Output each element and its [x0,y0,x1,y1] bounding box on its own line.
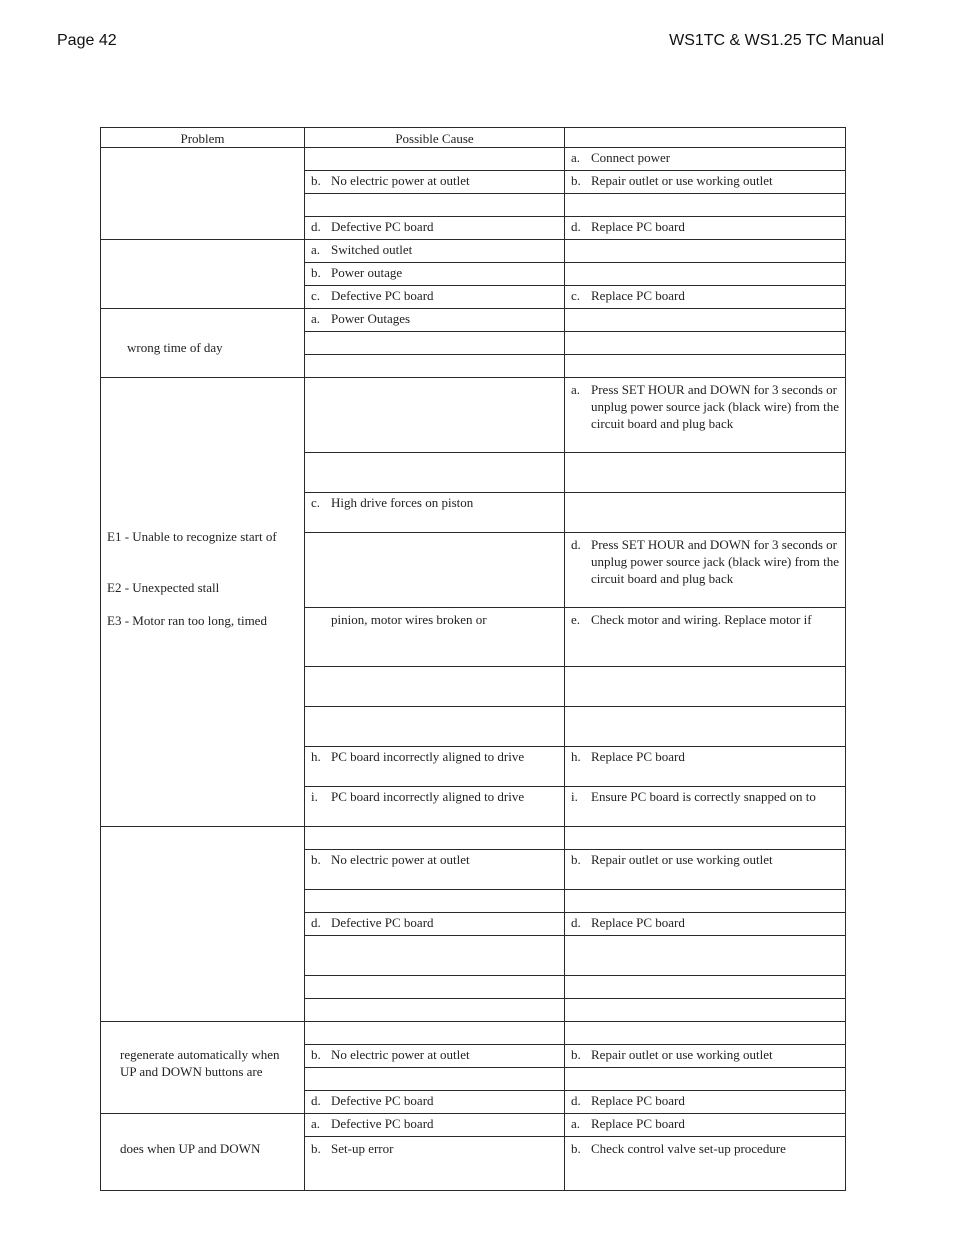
item-letter: b. [311,1141,321,1156]
item-letter: d. [311,915,321,930]
correction-cell [565,171,846,194]
correction-cell [565,217,846,240]
cause-text: Defective PC board [331,915,434,930]
cause-cell [305,263,565,286]
cause-cell [305,1137,565,1191]
correction-text: Replace PC board [591,288,685,303]
problem-cell [101,378,305,827]
correction-cell [565,827,846,850]
cause-text: No electric power at outlet [331,173,470,188]
cause-text: No electric power at outlet [331,852,470,867]
cause-text: Defective PC board [331,1093,434,1108]
item-letter: c. [311,495,321,510]
item-letter: d. [311,1093,321,1108]
item-letter: i. [571,789,578,804]
correction-cell [565,787,846,827]
cause-text: Defective PC board [331,288,434,303]
correction-cell [565,1068,846,1091]
correction-cell [565,355,846,378]
item-letter: h. [311,749,321,764]
item-letter: a. [311,311,321,326]
cause-cell [305,378,565,453]
correction-text: Repair outlet or use working outlet [591,173,773,188]
cause-cell [305,240,565,263]
column-header-correction [565,128,846,148]
item-letter: d. [571,915,581,930]
cause-text: No electric power at outlet [331,1047,470,1062]
cause-cell [305,355,565,378]
cause-cell [305,533,565,608]
correction-cell [565,747,846,787]
correction-cell [565,1114,846,1137]
correction-text: Press SET HOUR and DOWN for 3 seconds or unplug power source jack (black wire) from the circuit board and plug back [591,382,839,431]
cause-cell [305,707,565,747]
table-body [101,148,846,1191]
correction-cell [565,263,846,286]
item-letter: h. [571,749,581,764]
item-letter: c. [311,288,321,303]
manual-title: WS1TC & WS1.25 TC Manual [669,32,884,49]
cause-cell [305,827,565,850]
item-letter: b. [311,173,321,188]
correction-cell [565,667,846,707]
item-letter: b. [571,173,581,188]
table-row [101,1114,846,1137]
cause-text: PC board incorrectly aligned to drive [331,789,525,804]
correction-cell [565,1137,846,1191]
correction-cell [565,378,846,453]
cause-cell [305,1114,565,1137]
problem-cell [101,1114,305,1191]
item-letter: d. [571,1093,581,1108]
item-letter: a. [571,382,581,397]
correction-cell [565,1045,846,1068]
problem-text: regenerate automatically when UP and DOWN buttons are [120,1047,280,1079]
cause-text: Defective PC board [331,1116,434,1131]
correction-cell [565,608,846,667]
correction-cell [565,240,846,263]
cause-text: pinion, motor wires broken or [331,612,487,627]
item-letter: b. [311,852,321,867]
column-header-problem: Problem [101,128,305,148]
correction-cell [565,309,846,332]
item-letter: d. [571,537,581,552]
item-letter: a. [571,150,581,165]
item-letter: d. [311,219,321,234]
correction-text: Replace PC board [591,915,685,930]
cause-cell [305,850,565,890]
item-letter: b. [571,1047,581,1062]
table-row [101,378,846,453]
item-letter: a. [311,1116,321,1131]
table-row [101,240,846,263]
problem-text: E2 - Unexpected stall [107,580,220,595]
correction-text: Replace PC board [591,219,685,234]
table-header-row [101,128,846,148]
item-letter: e. [571,612,581,627]
cause-cell [305,286,565,309]
problem-text: E3 - Motor ran too long, timed [107,613,267,628]
cause-cell [305,913,565,936]
cause-text: Set-up error [331,1141,394,1156]
cause-cell [305,171,565,194]
item-letter: a. [311,242,321,257]
problem-cell [101,309,305,378]
item-letter: b. [571,1141,581,1156]
cause-cell [305,608,565,667]
cause-cell [305,194,565,217]
problem-cell [101,827,305,1022]
correction-cell [565,148,846,171]
problem-cell [101,240,305,309]
table-row [101,148,846,171]
correction-text: Ensure PC board is correctly snapped on to [591,789,816,804]
cause-cell [305,148,565,171]
problem-text: E1 - Unable to recognize start of [107,529,277,544]
column-header-cause: Possible Cause [305,128,565,148]
cause-cell [305,1091,565,1114]
item-letter: i. [311,789,318,804]
correction-cell [565,453,846,493]
correction-text: Check motor and wiring. Replace motor if [591,612,812,627]
item-letter: c. [571,288,581,303]
cause-cell [305,1045,565,1068]
cause-cell [305,667,565,707]
cause-text: Power Outages [331,311,411,326]
correction-text: Press SET HOUR and DOWN for 3 seconds or unplug power source jack (black wire) from the circuit board and plug back [591,537,839,586]
item-letter: b. [571,852,581,867]
problem-cell [101,1022,305,1114]
correction-cell [565,890,846,913]
correction-cell [565,999,846,1022]
cause-cell [305,493,565,533]
correction-cell [565,286,846,309]
correction-cell [565,493,846,533]
cause-cell [305,747,565,787]
item-letter: a. [571,1116,581,1131]
cause-cell [305,217,565,240]
cause-text: High drive forces on piston [331,495,474,510]
cause-text: Defective PC board [331,219,434,234]
problem-text: does when UP and DOWN [120,1141,261,1156]
correction-cell [565,850,846,890]
cause-cell [305,1022,565,1045]
correction-cell [565,913,846,936]
cause-text: Power outage [331,265,403,280]
correction-cell [565,936,846,976]
table-row [101,827,846,850]
item-letter: b. [311,1047,321,1062]
cause-cell [305,890,565,913]
correction-text: Replace PC board [591,1116,685,1131]
cause-cell [305,332,565,355]
correction-text: Connect power [591,150,671,165]
cause-cell [305,787,565,827]
correction-text: Replace PC board [591,1093,685,1108]
correction-text: Repair outlet or use working outlet [591,1047,773,1062]
item-letter: d. [571,219,581,234]
correction-text: Repair outlet or use working outlet [591,852,773,867]
correction-cell [565,1022,846,1045]
cause-cell [305,976,565,999]
cause-text: Switched outlet [331,242,413,257]
item-letter [311,611,331,628]
cause-cell [305,936,565,976]
item-letter: b. [311,265,321,280]
correction-cell [565,976,846,999]
cause-cell [305,999,565,1022]
correction-text: Check control valve set-up procedure [591,1141,786,1156]
cause-text: PC board incorrectly aligned to drive [331,749,525,764]
cause-cell [305,453,565,493]
correction-cell [565,533,846,608]
problem-cell [101,148,305,240]
correction-cell [565,1091,846,1114]
table-row [101,309,846,332]
correction-cell [565,194,846,217]
correction-cell [565,707,846,747]
problem-text: wrong time of day [127,340,223,355]
troubleshooting-table [100,127,846,1191]
correction-text: Replace PC board [591,749,685,764]
page-number: Page 42 [57,32,117,49]
cause-cell [305,309,565,332]
table-row [101,1022,846,1045]
correction-cell [565,332,846,355]
cause-cell [305,1068,565,1091]
